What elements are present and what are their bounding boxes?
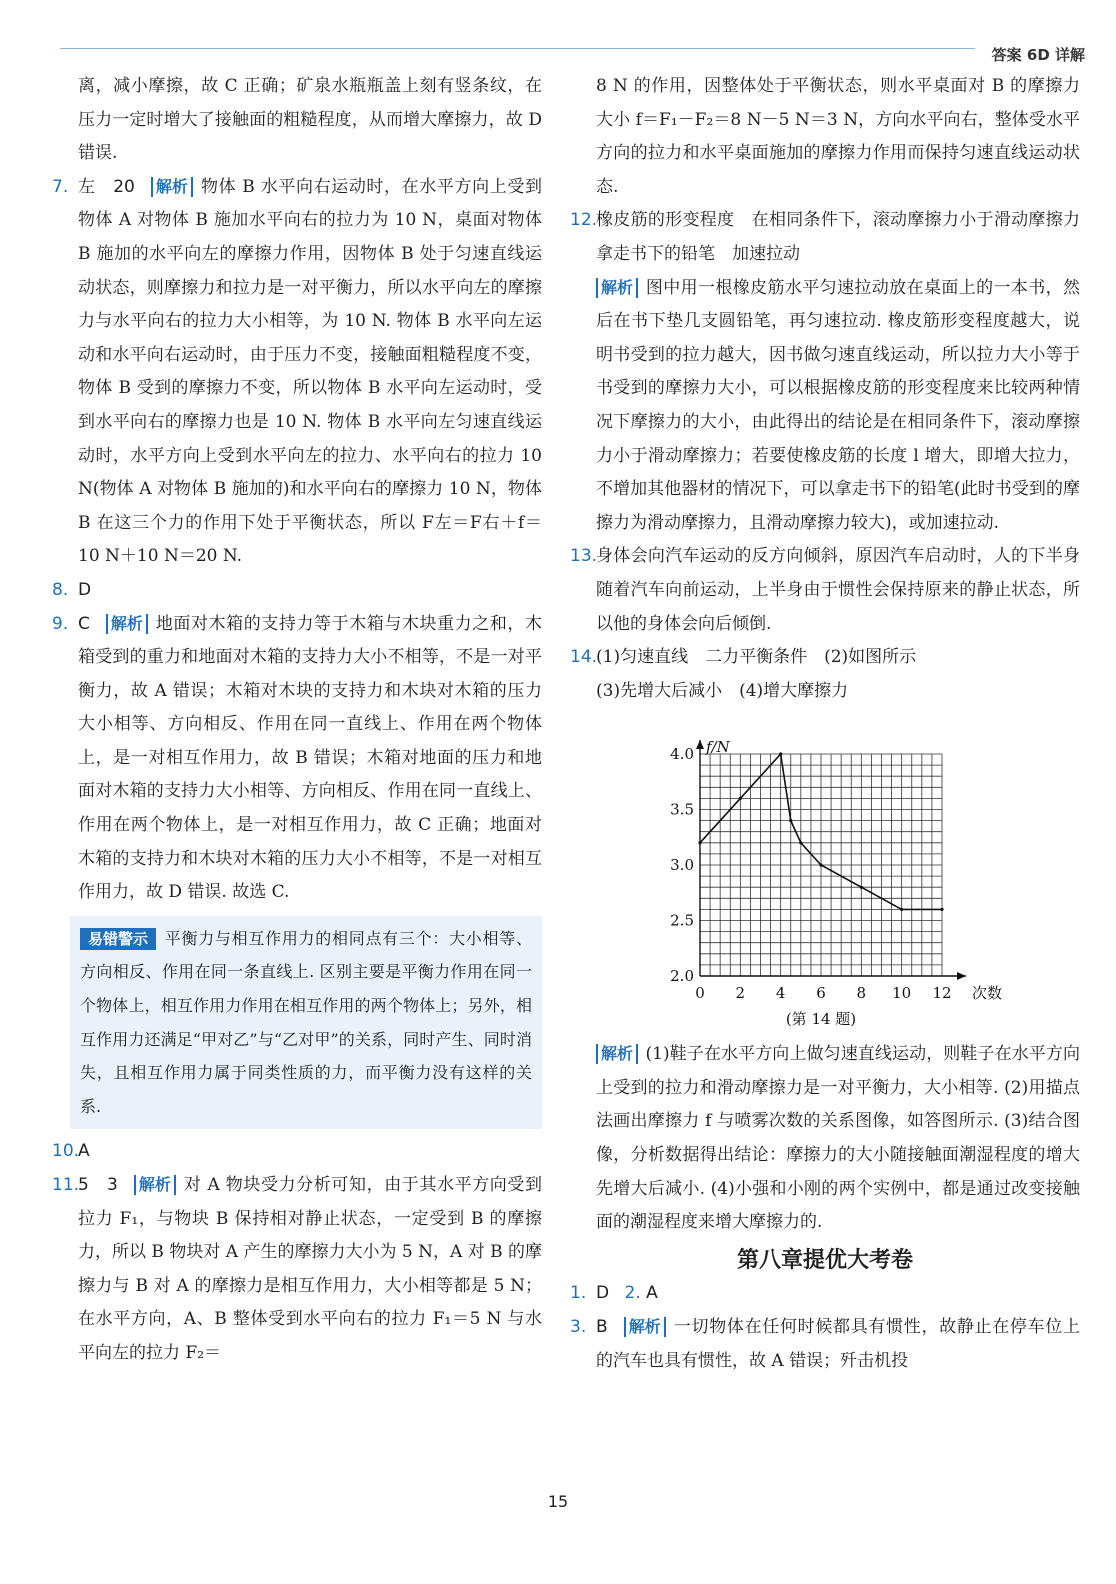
- x-tick-label: 4: [775, 984, 786, 1003]
- data-point: [779, 753, 782, 756]
- data-point: [698, 841, 701, 844]
- question-14-analysis: [570, 1038, 1080, 1240]
- question-1-2: [570, 1277, 1080, 1311]
- question-12-analysis: [570, 272, 1080, 541]
- analysis-text: 物体 B 水平向右运动时，在水平方向上受到物体 A 对物体 B 施加水平向右的拉力为 10 N，桌面对物体 B 施加的水平向左的摩擦力作用，因物体 B 处于匀速直线运动状态，则摩擦力和拉力是一对平衡力，所以水平向左的摩擦力与水平向右的拉力大小相等，为 10 N. 物体 B 水平向左运动和水平向右运动时，由于压力不变，接触面粗糙程度不变，物体 B 受到的摩擦力不变，所以物体 B 水平向左运动时，受到水平向右的摩擦力也是 10 N. 物体 B 水平向左匀速直线运动时，水平方向上受到水平向左的拉力、水平向右的拉力 10 N(物体 A 对物体 B 施加的)和水平向右的摩擦力 10 N，物体 B 在这三个力的作用下处于平衡状态，所以 F左＝F右＋f＝10 N＋10 N＝20 N.: [78, 176, 542, 567]
- x-tick-label: 10: [892, 984, 912, 1003]
- question-9: [52, 608, 542, 910]
- x-tick-label: 8: [856, 984, 867, 1003]
- left-continuation: 离，减小摩擦，故 C 正确；矿泉水瓶瓶盖上刻有竖条纹，在压力一定时增大了接触面的粗糙程度，从而增大摩擦力，故 D 错误.: [78, 76, 542, 164]
- x-tick-label: 12: [932, 984, 952, 1003]
- analysis-tag: 解析: [106, 614, 148, 634]
- question-10: [52, 1135, 542, 1169]
- question-3: [570, 1311, 1080, 1378]
- question-number: 1.: [570, 1283, 587, 1304]
- warning-box: [70, 916, 542, 1130]
- y-tick-label: 2.0: [670, 967, 694, 986]
- answer: D: [78, 579, 92, 600]
- question-number: 9.: [52, 613, 69, 634]
- x-tick-label: 6: [816, 984, 826, 1003]
- answer: 5 3: [78, 1175, 118, 1195]
- analysis-text: 地面对木箱的支持力等于木箱与木块重力之和，木箱受到的重力和地面对木箱的支持力大小不相等，不是一对平衡力，故 A 错误；木箱对木块的支持力和木块对木箱的压力大小相等、方向相反、作用在同一直线上、作用在两个物体上，是一对相互作用力，故 B 错误；木箱对地面的压力和地面对木箱的支持力大小相等、方向相反、作用在同一直线上、作用在两个物体上，是一对相互作用力，故 C 正确；地面对木箱的支持力和木块对木箱的压力大小不相等，不是一对相互作用力，故 D 错误. 故选 C.: [78, 613, 542, 903]
- question-7: [52, 171, 542, 574]
- x-tick-label: 2: [735, 984, 746, 1003]
- data-point: [900, 908, 903, 911]
- question-number: 11.: [52, 1175, 80, 1195]
- analysis-text: (1)鞋子在水平方向上做匀速直线运动，则鞋子在水平方向上受到的拉力和滑动摩擦力是一对平衡力，大小相等. (2)用描点法画出摩擦力 f 与喷雾次数的关系图像，如答图所示. (3)结合图像，分析数据得出结论：摩擦力的大小随接触面潮湿程度的增大先增大后减小. (4)小强和小刚的两个实例中，都是通过改变接触面的潮湿程度来增大摩擦力的.: [596, 1044, 1080, 1233]
- y-tick-label: 3.5: [670, 800, 694, 819]
- data-point: [819, 864, 822, 867]
- question-number: 10.: [52, 1141, 80, 1162]
- answer: C: [78, 613, 90, 634]
- answer-line-2: (3)先增大后减小 (4)增大摩擦力: [596, 680, 849, 701]
- analysis-text: 对 A 物块受力分析可知，由于其水平方向受到拉力 F₁，与物块 B 保持相对静止状态，一定受到 B 的摩擦力，所以 B 物块对 A 产生的摩擦力大小为 5 N，A 对 B 的摩擦力与 B 对 A 的摩擦力是相互作用力，大小相等都是 5 N；在水平方向，A、B 整体受到水平向右的拉力 F₁＝5 N 与水平向左的拉力 F₂＝: [78, 1175, 543, 1363]
- analysis-tag: 解析: [151, 177, 193, 197]
- right-column: [570, 70, 1097, 1378]
- question-number: 12.: [570, 210, 598, 231]
- data-point: [799, 841, 802, 844]
- answer: 左 20: [78, 176, 135, 197]
- analysis-tag: 解析: [596, 1044, 638, 1064]
- right-continuation: 8 N 的作用，因整体处于平衡状态，则水平桌面对 B 的摩擦力大小 f＝F₁－F₂＝8 N－5 N＝3 N，方向水平向右，整体受水平方向的拉力和水平桌面施加的摩擦力作用而保持匀速直线运动状态.: [596, 76, 1080, 197]
- warning-title: 易错警示: [80, 928, 156, 950]
- question-12: [570, 204, 1097, 271]
- question-number: 14.: [570, 647, 598, 668]
- question-number: 8.: [52, 579, 69, 600]
- warning-text: 平衡力与相互作用力的相同点有三个：大小相等、方向相反、作用在同一条直线上. 区别主要是平衡力作用在同一个物体上，相互作用力作用在相互作用的两个物体上；另外，相互作用力还满足“甲对乙”与“乙对甲”的关系，同时产生、同时消失，且相互作用力属于同类性质的力，而平衡力没有这样的关系.: [80, 928, 532, 1116]
- question-number: 3.: [570, 1317, 587, 1338]
- question-number: 7.: [52, 176, 69, 197]
- left-column: [52, 70, 542, 1371]
- header-label: 答案 6D 详解: [991, 46, 1085, 64]
- y-tick-label: 4.0: [670, 745, 694, 764]
- question-number: 13.: [570, 546, 598, 567]
- answer: D: [596, 1283, 610, 1304]
- y-axis-arrow: [696, 740, 704, 749]
- page-number: 15: [547, 1492, 569, 1511]
- data-point: [860, 886, 863, 889]
- answer: A: [78, 1141, 90, 1162]
- answer-2: A: [646, 1283, 658, 1304]
- answer-line-1: (1)匀速直线 二力平衡条件 (2)如图所示: [596, 647, 917, 668]
- analysis-tag: 解析: [596, 278, 638, 298]
- question-8: [52, 574, 542, 608]
- answer: 橡皮筋的形变程度 在相同条件下，滚动摩擦力小于滑动摩擦力 拿走书下的铅笔 加速拉动: [596, 210, 1097, 264]
- answer: B: [596, 1317, 608, 1338]
- analysis-tag: 解析: [134, 1175, 176, 1195]
- analysis-text: 一切物体在任何时候都具有惯性，故静止在停车位上的汽车也具有惯性，故 A 错误；歼击机投: [596, 1317, 1080, 1371]
- header-rule: [60, 48, 975, 49]
- answer-text: 身体会向汽车运动的反方向倾斜，原因汽车启动时，人的下半身随着汽车向前运动，上半身由于惯性会保持原来的静止状态，所以他的身体会向后倾倒.: [596, 546, 1080, 634]
- x-tick-label: 0: [695, 984, 705, 1003]
- x-axis-arrow: [957, 972, 966, 980]
- question-number-2: 2.: [624, 1283, 641, 1304]
- data-point: [940, 908, 943, 911]
- chart-svg: [570, 708, 1080, 1038]
- question-14: [570, 641, 1080, 708]
- x-axis-label: 次数: [972, 984, 1003, 1003]
- analysis-text: 图中用一根橡皮筋水平匀速拉动放在桌面上的一本书，然后在书下垫几支圆铅笔，再匀速拉动. 橡皮筋形变程度越大，说明书受到的拉力越大，因书做匀速直线运动，所以拉力大小等于书受到的摩擦力大小，可以根据橡皮筋的形变程度来比较两种情况下摩擦力的大小，由此得出的结论是在相同条件下，滚动摩擦力小于滑动摩擦力；若要使橡皮筋的长度 l 增大，即增大拉力，不增加其他器材的情况下，可以拿走书下的铅笔(此时书受到的摩擦力为滑动摩擦力，且滑动摩擦力较大)，或加速拉动.: [596, 277, 1081, 533]
- data-point: [789, 819, 792, 822]
- y-axis-label: f/N: [706, 738, 730, 757]
- y-tick-label: 3.0: [670, 856, 694, 875]
- y-tick-label: 2.5: [670, 911, 694, 930]
- chart-caption: (第 14 题): [785, 1010, 857, 1029]
- data-point: [739, 797, 742, 800]
- analysis-tag: 解析: [624, 1317, 666, 1337]
- question-13: [570, 540, 1080, 641]
- friction-chart: [570, 708, 1080, 1038]
- question-11: [52, 1169, 542, 1371]
- page-header: [60, 0, 1085, 62]
- section-title: 第八章提优大考卷: [736, 1247, 913, 1273]
